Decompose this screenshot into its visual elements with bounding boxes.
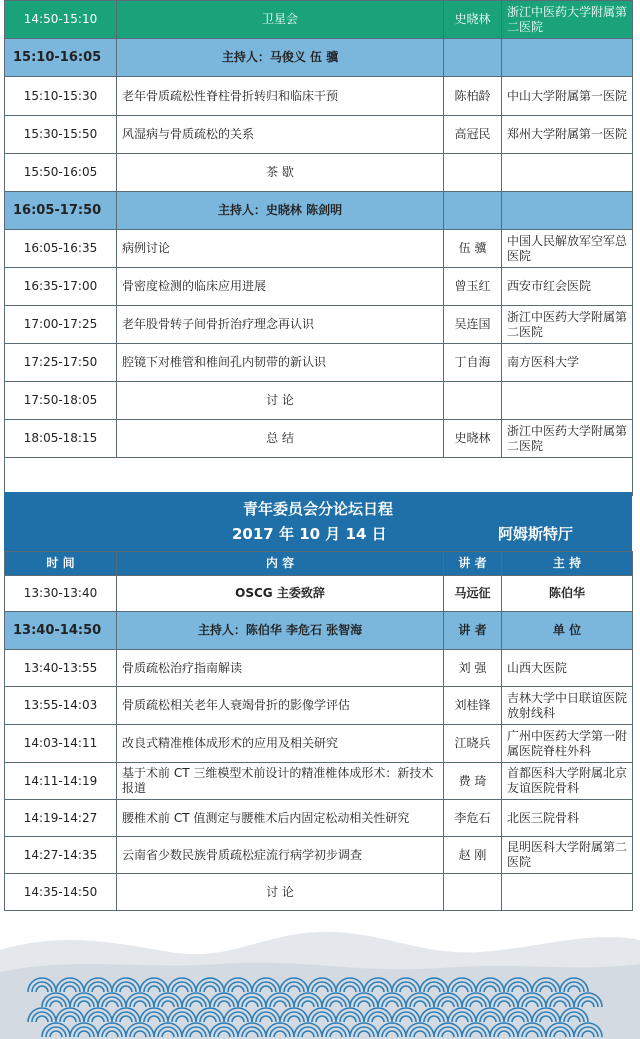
topic-cell: 风湿病与骨质疏松的关系: [117, 116, 444, 154]
table-row: [5, 77, 633, 116]
speaker-cell: 吴连国: [444, 306, 502, 344]
speaker-cell: 曾玉红: [444, 268, 502, 306]
time-cell: 13:30-13:40: [5, 576, 117, 612]
table-row: [5, 650, 633, 687]
header-time: 时 间: [5, 552, 117, 576]
org-cell: 山西大医院: [502, 650, 633, 687]
speaker-cell: 史晓林: [444, 420, 502, 458]
table-row: [5, 154, 633, 192]
time-cell: 17:00-17:25: [5, 306, 117, 344]
speaker-cell: [444, 154, 502, 192]
time-cell: 13:55-14:03: [5, 687, 117, 725]
time-cell: 14:50-15:10: [5, 1, 117, 39]
time-cell: 16:05-16:35: [5, 230, 117, 268]
forum-title: 青年委员会分论坛日程: [242, 500, 393, 518]
opening-row: [5, 576, 633, 612]
time-cell: 14:27-14:35: [5, 837, 117, 874]
topic-cell: 病例讨论: [117, 230, 444, 268]
session-host: 主持人：马俊义 伍 骥: [117, 39, 444, 77]
topic-cell: OSCG 主委致辞: [117, 576, 444, 612]
org-cell: [502, 874, 633, 911]
org-cell: 浙江中医药大学附属第二医院: [502, 1, 633, 39]
time-cell: 14:11-14:19: [5, 763, 117, 800]
table-row: [5, 306, 633, 344]
table-row: [5, 874, 633, 911]
table-row: [5, 230, 633, 268]
header-host: 主 持: [502, 552, 633, 576]
forum-title-block: [4, 492, 632, 551]
session-time: 16:05-17:50: [5, 192, 117, 230]
session-host: 主持人：史晓林 陈剑明: [117, 192, 444, 230]
forum-venue: 阿姆斯特厅: [498, 525, 574, 543]
topic-cell: 改良式精准椎体成形术的应用及相关研究: [117, 725, 444, 763]
speaker-cell: 陈柏龄: [444, 77, 502, 116]
time-cell: 18:05-18:15: [5, 420, 117, 458]
table-row: [5, 800, 633, 837]
org-cell: 浙江中医药大学附属第二医院: [502, 420, 633, 458]
topic-cell: 基于术前 CT 三维模型术前设计的精准椎体成形术：新技术报道: [117, 763, 444, 800]
topic-cell: 讨 论: [117, 382, 444, 420]
topic-cell: 茶 歇: [117, 154, 444, 192]
org-cell: [502, 154, 633, 192]
org-cell: 昆明医科大学附属第二医院: [502, 837, 633, 874]
time-cell: 14:35-14:50: [5, 874, 117, 911]
org-cell: 广州中医药大学第一附属医院脊柱外科: [502, 725, 633, 763]
topic-cell: 骨密度检测的临床应用进展: [117, 268, 444, 306]
time-cell: 17:50-18:05: [5, 382, 117, 420]
speaker-cell: 丁自海: [444, 344, 502, 382]
session-band: [5, 192, 633, 230]
speaker-cell: 刘桂锋: [444, 687, 502, 725]
speaker-cell: [444, 874, 502, 911]
topic-cell: 老年骨质疏松性脊柱骨折转归和临床干预: [117, 77, 444, 116]
time-cell: 15:10-15:30: [5, 77, 117, 116]
topic-cell: 老年股骨转子间骨折治疗理念再认识: [117, 306, 444, 344]
org-cell: 南方医科大学: [502, 344, 633, 382]
table-row: [5, 268, 633, 306]
speaker-cell: 伍 骥: [444, 230, 502, 268]
session-host: 主持人：陈伯华 李危石 张智海: [117, 612, 444, 650]
table-row: [5, 420, 633, 458]
forum-date: 2017 年 10 月 14 日: [232, 525, 387, 543]
org-cell: 北医三院骨科: [502, 800, 633, 837]
org-cell: 郑州大学附属第一医院: [502, 116, 633, 154]
table-row: [5, 837, 633, 874]
speaker-cell: 史晓林: [444, 1, 502, 39]
time-cell: 15:30-15:50: [5, 116, 117, 154]
table-row: [5, 725, 633, 763]
org-header: 单 位: [502, 612, 633, 650]
time-cell: 13:40-13:55: [5, 650, 117, 687]
time-cell: 14:19-14:27: [5, 800, 117, 837]
speaker-cell: 江晓兵: [444, 725, 502, 763]
session-band: [5, 612, 633, 650]
org-cell: [502, 382, 633, 420]
satellite-row: [5, 1, 633, 39]
org-cell: 吉林大学中日联谊医院放射线科: [502, 687, 633, 725]
topic-cell: 腔镜下对椎管和椎间孔内韧带的新认识: [117, 344, 444, 382]
topic-cell: 云南省少数民族骨质疏松症流行病学初步调查: [117, 837, 444, 874]
speaker-cell: [444, 382, 502, 420]
time-cell: 14:03-14:11: [5, 725, 117, 763]
topic-cell: 总 结: [117, 420, 444, 458]
time-cell: 17:25-17:50: [5, 344, 117, 382]
session-time: 13:40-14:50: [5, 612, 117, 650]
org-cell: 中山大学附属第一医院: [502, 77, 633, 116]
speaker-cell: 刘 强: [444, 650, 502, 687]
speaker-cell: 高冠民: [444, 116, 502, 154]
session-time: 15:10-16:05: [5, 39, 117, 77]
schedule-table-1: [4, 0, 633, 496]
blank-row: [5, 458, 633, 496]
speaker-cell: 费 琦: [444, 763, 502, 800]
table-row: [5, 344, 633, 382]
org-cell: 首都医科大学附属北京友谊医院骨科: [502, 763, 633, 800]
header-speaker: 讲 者: [444, 552, 502, 576]
table-row: [5, 763, 633, 800]
topic-cell: 腰椎术前 CT 值测定与腰椎术后内固定松动相关性研究: [117, 800, 444, 837]
column-header-row: [5, 552, 633, 576]
topic-cell: 骨质疏松治疗指南解读: [117, 650, 444, 687]
host-cell: 陈伯华: [502, 576, 633, 612]
schedule-table-2: [4, 551, 633, 911]
org-cell: 浙江中医药大学附属第二医院: [502, 306, 633, 344]
table-row: [5, 116, 633, 154]
time-cell: 15:50-16:05: [5, 154, 117, 192]
table-row: [5, 382, 633, 420]
session-band: [5, 39, 633, 77]
speaker-header: 讲 者: [444, 612, 502, 650]
speaker-cell: 李危石: [444, 800, 502, 837]
topic-cell: 骨质疏松相关老年人衰竭骨折的影像学评估: [117, 687, 444, 725]
decorative-waves: [0, 912, 640, 1039]
time-cell: 16:35-17:00: [5, 268, 117, 306]
topic-cell: 卫星会: [117, 1, 444, 39]
org-cell: 中国人民解放军空军总医院: [502, 230, 633, 268]
header-topic: 内 容: [117, 552, 444, 576]
org-cell: 西安市红会医院: [502, 268, 633, 306]
speaker-cell: 马远征: [444, 576, 502, 612]
speaker-cell: 赵 刚: [444, 837, 502, 874]
topic-cell: 讨 论: [117, 874, 444, 911]
table-row: [5, 687, 633, 725]
